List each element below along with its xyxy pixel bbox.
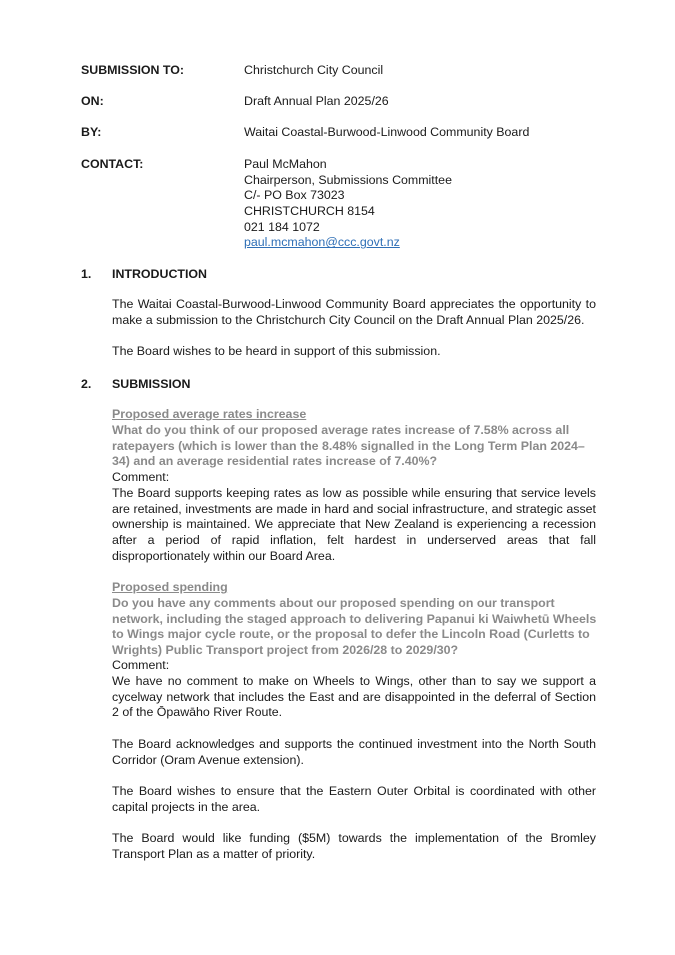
- contact-phone: 021 184 1072: [244, 219, 320, 234]
- by-value: Waitai Coastal-Burwood-Linwood Community Board: [244, 125, 530, 139]
- on-value: Draft Annual Plan 2025/26: [244, 94, 389, 108]
- section-1-number: 1.: [81, 267, 92, 281]
- submission-to-value: Christchurch City Council: [244, 63, 384, 77]
- introduction-paragraph-1: The Waitai Coastal-Burwood-Linwood Community Board appreciates the opportunity to make a submission to the Christchurch City Council on the Draft Annual Plan 2025/26.: [112, 297, 596, 327]
- rates-question-text: What do you think of our proposed average rates increase of 7.58% across all ratepayers (which is lower than the 8.48% signalled in the Long Term Plan 2024–34) and an average residential rates increase of 7.40%?: [112, 423, 585, 469]
- contact-city: CHRISTCHURCH 8154: [244, 204, 375, 219]
- contact-label: CONTACT:: [81, 157, 144, 171]
- rates-question-title: Proposed average rates increase: [112, 407, 307, 421]
- section-2-title: SUBMISSION: [112, 377, 191, 391]
- contact-email-link[interactable]: paul.mcmahon@ccc.govt.nz: [244, 235, 400, 250]
- spending-question-text: Do you have any comments about our proposed spending on our transport network, including the staged approach to delivering Papanui ki Waiwhetū Wheels to Wings major cycle route, or the proposal to defer the Lincoln Road (Curletts to Wrights) Public Transport project from 2026/28 to 2029/30?: [112, 596, 597, 658]
- spending-comment-2: The Board acknowledges and supports the continued investment into the North South Corridor (Oram Avenue extension).: [112, 737, 596, 767]
- section-2-number: 2.: [81, 377, 92, 391]
- on-label: ON:: [81, 94, 104, 108]
- spending-comment-1: We have no comment to make on Wheels to Wings, other than to say we support a cycelway network that includes the East and are disappointed in the deferral of Section 2 of the Ōpawāho River Route.: [112, 674, 596, 720]
- contact-details: [244, 156, 452, 250]
- rates-comment-label: Comment:: [112, 470, 170, 484]
- rates-comment-text: The Board supports keeping rates as low as possible while ensuring that service levels are retained, investments are made in hard and social infrastructure, and strategic asset ownership is maintained. We appreciate that New Zealand is experiencing a recession after a period of rapid inflation, felt hardest in underserved areas that fall disproportionately within our Board Area.: [112, 486, 596, 563]
- introduction-paragraph-2: The Board wishes to be heard in support of this submission.: [112, 344, 441, 358]
- submission-to-label: SUBMISSION TO:: [81, 63, 185, 77]
- spending-comment-3: The Board wishes to ensure that the Eastern Outer Orbital is coordinated with other capital projects in the area.: [112, 784, 596, 814]
- contact-po-box: C/- PO Box 73023: [244, 188, 345, 203]
- spending-comment-4: The Board would like funding ($5M) towards the implementation of the Bromley Transport Plan as a matter of priority.: [112, 831, 596, 861]
- spending-comment-label: Comment:: [112, 658, 170, 672]
- spending-question-title: Proposed spending: [112, 580, 228, 594]
- by-label: BY:: [81, 125, 102, 139]
- section-1-title: INTRODUCTION: [112, 267, 207, 281]
- contact-role: Chairperson, Submissions Committee: [244, 172, 452, 187]
- contact-name: Paul McMahon: [244, 157, 327, 171]
